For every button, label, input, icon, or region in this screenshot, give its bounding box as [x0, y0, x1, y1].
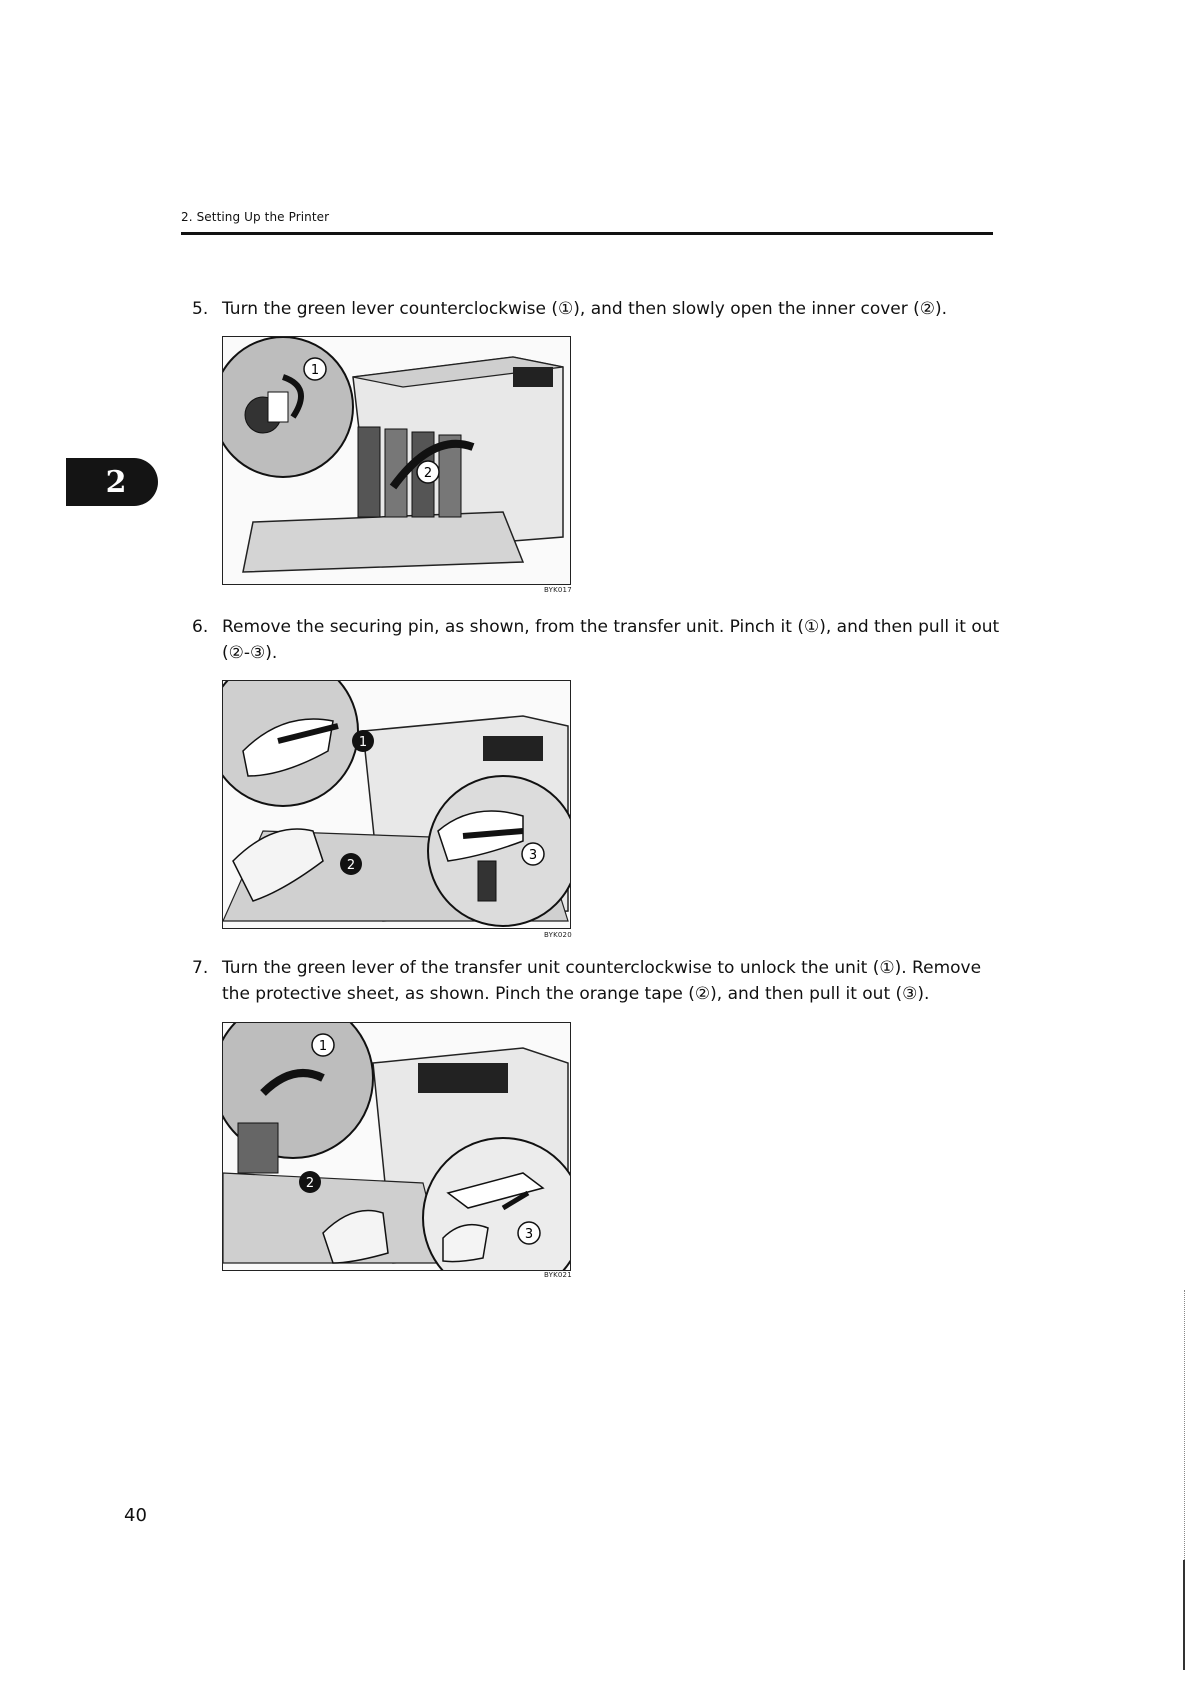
callout-1: [312, 1034, 334, 1056]
step-number: 7.: [192, 958, 209, 978]
scan-edge-line: [1183, 1560, 1185, 1670]
svg-text:2: 2: [305, 1176, 315, 1191]
step-number: 6.: [192, 617, 209, 637]
callout-2: [299, 1171, 321, 1193]
step-5: [192, 296, 1002, 322]
figure-code: BYK017: [544, 586, 572, 594]
illustration-remove-pin: [223, 681, 570, 928]
step-text: Turn the green lever counterclockwise (①), and then slowly open the inner cover (②).: [222, 299, 948, 319]
svg-text:3: 3: [528, 848, 538, 863]
step-6: [192, 614, 1002, 666]
step-text: Remove the securing pin, as shown, from the transfer unit. Pinch it (①), and then pull it out (②-③).: [222, 617, 1000, 663]
callout-2: [417, 461, 439, 483]
figure-code: BYK020: [544, 931, 572, 939]
illustration-protective-sheet: [223, 1023, 570, 1270]
step-7: [192, 955, 1002, 1007]
callout-1: [304, 358, 326, 380]
figure-code: BYK021: [544, 1271, 572, 1279]
callout-3: [518, 1222, 540, 1244]
step-text: Turn the green lever of the transfer unit counterclockwise to unlock the unit (①). Remove the protective sheet, as shown. Pinch the orange tape (②), and then pull it out (③).: [222, 958, 982, 1004]
svg-text:2: 2: [346, 858, 356, 873]
callout-1: [352, 730, 374, 752]
svg-text:1: 1: [318, 1039, 328, 1054]
header-rule: [181, 232, 993, 235]
chapter-tab: [66, 458, 158, 506]
figure-remove-protective-sheet: [222, 1022, 571, 1271]
callout-3: [522, 843, 544, 865]
callout-2: [340, 853, 362, 875]
running-header: 2. Setting Up the Printer: [181, 210, 330, 224]
illustration-printer-inner-cover: [223, 337, 570, 584]
page-number: 40: [124, 1505, 147, 1526]
step-number: 5.: [192, 299, 209, 319]
svg-text:1: 1: [358, 735, 368, 750]
figure-remove-securing-pin: [222, 680, 571, 929]
svg-text:3: 3: [524, 1227, 534, 1242]
chapter-tab-number: 2: [105, 464, 127, 500]
figure-open-inner-cover: [222, 336, 571, 585]
svg-text:1: 1: [310, 363, 320, 378]
svg-text:2: 2: [423, 466, 433, 481]
